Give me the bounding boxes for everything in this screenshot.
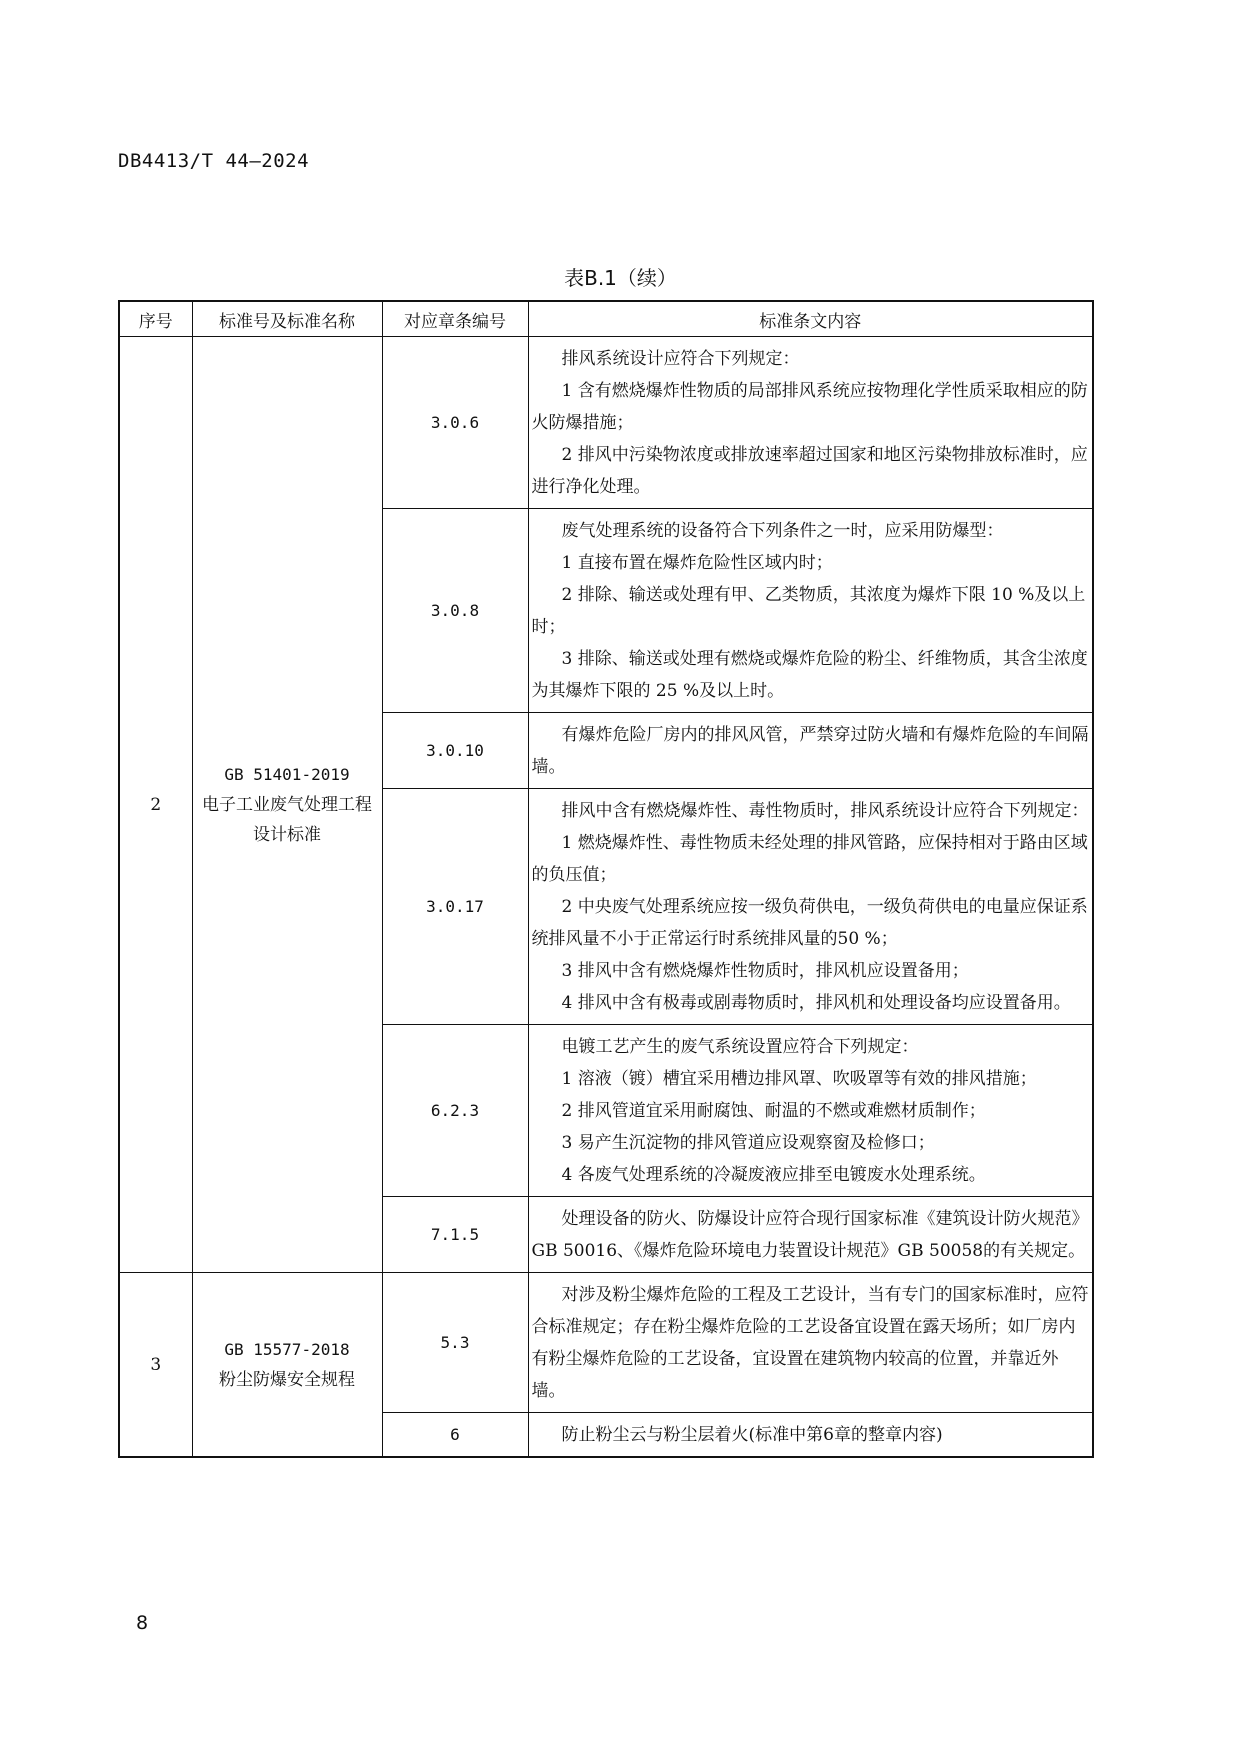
content-line: 电镀工艺产生的废气系统设置应符合下列规定： xyxy=(561,1037,919,1057)
seq-cell: 2 xyxy=(119,337,192,1273)
clause-cell: 3.0.6 xyxy=(382,337,528,509)
content-line: 1 直接布置在爆炸危险性区域内时； xyxy=(561,553,833,573)
content-cell xyxy=(528,509,1093,713)
column-header-clause: 对应章条编号 xyxy=(382,301,528,337)
page-number: 8 xyxy=(136,1612,149,1634)
content-line: 2 中央废气处理系统应按一级负荷供电，一级负荷供电的电量应保证系统排风量不小于正常运行时系统排风量的50 %； xyxy=(531,897,1088,949)
content-line: 1 燃烧爆炸性、毒性物质未经处理的排风管路，应保持相对于路由区域的负压值； xyxy=(531,833,1088,885)
standard-name-cell xyxy=(192,1273,382,1458)
column-header-content: 标准条文内容 xyxy=(528,301,1093,337)
content-line: 有爆炸危险厂房内的排风风管，严禁穿过防火墙和有爆炸危险的车间隔墙。 xyxy=(531,725,1089,777)
content-line: 1 溶液（镀）槽宜采用槽边排风罩、吹吸罩等有效的排风措施； xyxy=(561,1069,1037,1089)
standard-code: GB 51401-2019 xyxy=(224,764,350,784)
content-line: 防止粉尘云与粉尘层着火(标准中第6章的整章内容) xyxy=(561,1425,943,1445)
content-line: 3 排除、输送或处理有燃烧或爆炸危险的粉尘、纤维物质，其含尘浓度为其爆炸下限的 25 %及以上时。 xyxy=(531,649,1088,701)
content-line: 2 排风中污染物浓度或排放速率超过国家和地区污染物排放标准时，应进行净化处理。 xyxy=(531,445,1088,497)
clause-cell: 7.1.5 xyxy=(382,1197,528,1273)
content-line: 对涉及粉尘爆炸危险的工程及工艺设计，当有专门的国家标准时，应符合标准规定；存在粉尘爆炸危险的工艺设备宜设置在露天场所；如厂房内有粉尘爆炸危险的工艺设备，宜设置在建筑物内较高的位置，并靠近外墙。 xyxy=(531,1285,1089,1401)
column-header-standard: 标准号及标准名称 xyxy=(192,301,382,337)
content-cell xyxy=(528,1197,1093,1273)
content-cell xyxy=(528,1025,1093,1197)
content-cell xyxy=(528,1273,1093,1413)
content-line: 2 排风管道宜采用耐腐蚀、耐温的不燃或难燃材质制作； xyxy=(561,1101,986,1121)
content-line: 废气处理系统的设备符合下列条件之一时，应采用防爆型： xyxy=(561,521,1004,541)
clause-cell: 3.0.8 xyxy=(382,509,528,713)
standard-title: 粉尘防爆安全规程 xyxy=(219,1369,355,1390)
column-header-seq: 序号 xyxy=(119,301,192,337)
content-cell xyxy=(528,789,1093,1025)
content-line: 2 排除、输送或处理有甲、乙类物质，其浓度为爆炸下限 10 %及以上时； xyxy=(531,585,1086,637)
standard-name-cell xyxy=(192,337,382,1273)
table-header-row xyxy=(119,301,1093,337)
standards-table xyxy=(118,300,1094,1458)
content-cell xyxy=(528,1413,1093,1458)
table-caption: 表B.1（续） xyxy=(564,266,677,290)
document-id: DB4413/T 44—2024 xyxy=(118,150,310,172)
content-line: 处理设备的防火、防爆设计应符合现行国家标准《建筑设计防火规范》GB 50016、《爆炸危险环境电力装置设计规范》GB 50058的有关规定。 xyxy=(531,1209,1089,1261)
content-line: 1 含有燃烧爆炸性物质的局部排风系统应按物理化学性质采取相应的防火防爆措施； xyxy=(531,381,1088,433)
content-line: 3 易产生沉淀物的排风管道应设观察窗及检修口； xyxy=(561,1133,935,1153)
clause-cell: 3.0.17 xyxy=(382,789,528,1025)
clause-cell: 6.2.3 xyxy=(382,1025,528,1197)
content-line: 3 排风中含有燃烧爆炸性物质时，排风机应设置备用； xyxy=(561,961,969,981)
table-row xyxy=(119,1273,1093,1413)
content-line: 排风中含有燃烧爆炸性、毒性物质时，排风系统设计应符合下列规定： xyxy=(561,801,1089,821)
content-cell xyxy=(528,713,1093,789)
standard-code: GB 15577-2018 xyxy=(224,1339,350,1359)
content-line: 4 排风中含有极毒或剧毒物质时，排风机和处理设备均应设置备用。 xyxy=(561,993,1071,1013)
clause-cell: 6 xyxy=(382,1413,528,1458)
content-line: 4 各废气处理系统的冷凝废液应排至电镀废水处理系统。 xyxy=(561,1165,986,1185)
clause-cell: 5.3 xyxy=(382,1273,528,1413)
table-row xyxy=(119,337,1093,509)
content-cell xyxy=(528,337,1093,509)
standard-title: 电子工业废气处理工程设计标准 xyxy=(202,794,372,845)
seq-cell: 3 xyxy=(119,1273,192,1458)
clause-cell: 3.0.10 xyxy=(382,713,528,789)
content-line: 排风系统设计应符合下列规定： xyxy=(561,349,800,369)
